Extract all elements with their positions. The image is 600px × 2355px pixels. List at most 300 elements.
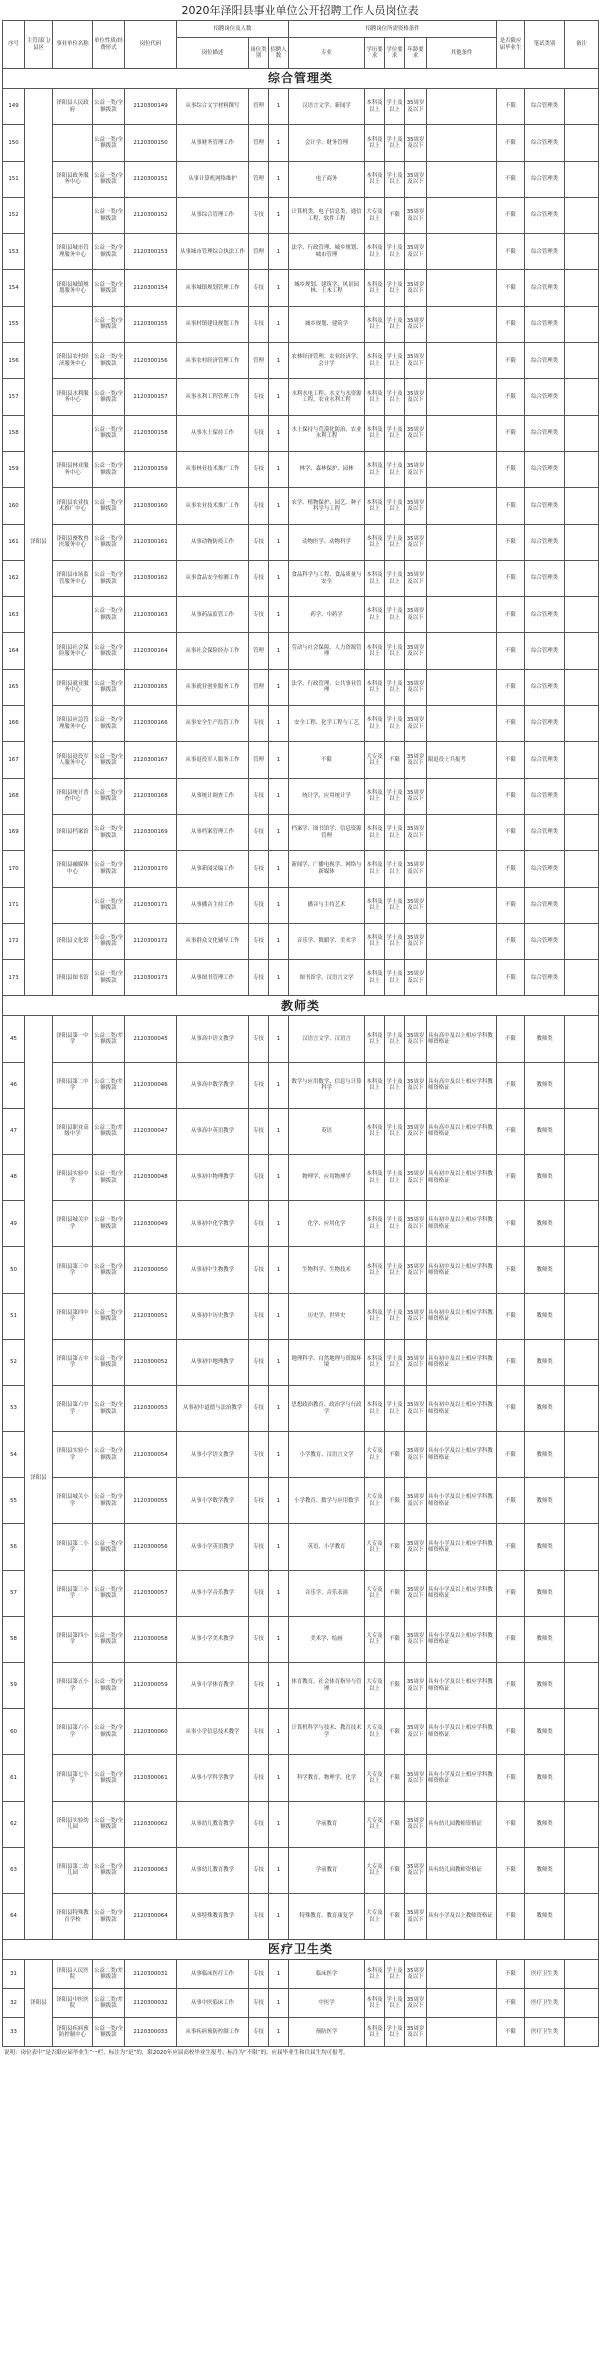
cell-unit: 泽阳县实验中学: [53, 1154, 93, 1200]
cell-edu: 本科及以上: [365, 960, 385, 996]
cell-code: 2120300162: [125, 560, 177, 596]
cell-post: 从事初中历史教学: [177, 1293, 249, 1339]
cell-edu: 本科及以上: [365, 415, 385, 451]
cell-major: 化学、应用化学: [289, 1201, 365, 1247]
cell-major: 档案学、图书馆学、信息资源管理: [289, 814, 365, 850]
cell-other: [427, 851, 497, 887]
cell-post: 从事特殊教育教学: [177, 1893, 249, 1939]
cell-edu: 本科及以上: [365, 1016, 385, 1062]
cell-degree: 学士及以上: [385, 923, 405, 959]
cell-category: 专技: [249, 923, 269, 959]
cell-exam: 教师类: [525, 1016, 565, 1062]
cell-remark: [565, 923, 599, 959]
table-row: [3, 960, 599, 996]
cell-other: 具有高中及以上相应学科教师资格证: [427, 1062, 497, 1108]
cell-exam: 综合管理类: [525, 270, 565, 306]
cell-edu: 本科及以上: [365, 1201, 385, 1247]
cell-nature: 公益一类/全额拨款: [93, 234, 125, 270]
cell-major: 食品科学与工程、食品质量与安全: [289, 560, 365, 596]
cell-unit: 泽阳县第四中学: [53, 1293, 93, 1339]
cell-exam: 教师类: [525, 1570, 565, 1616]
cell-age: 35周岁及以下: [405, 234, 427, 270]
header-exam: 笔试类别: [525, 21, 565, 69]
cell-unit: 泽阳县第四小学: [53, 1616, 93, 1662]
cell-code: 2120300062: [125, 1801, 177, 1847]
cell-age: 35周岁及以下: [405, 1893, 427, 1939]
cell-unit: 泽阳县疾病预防控制中心: [53, 2018, 93, 2047]
cell-unit: 泽阳县政务服务中心: [53, 161, 93, 197]
cell-count: 1: [269, 1893, 289, 1939]
cell-seq: 57: [3, 1570, 25, 1616]
cell-exam: 综合管理类: [525, 234, 565, 270]
cell-post: 从事村镇建设规划工作: [177, 306, 249, 342]
cell-edu: 本科及以上: [365, 270, 385, 306]
footnote: 说明：岗位表中“是否限应届毕业生”一栏，标注为“是”的，限2020年应届高校毕业生报考；标注为“不限”的，应届毕业生和往届生均可报考。: [4, 2050, 349, 2057]
cell-degree: 学士及以上: [385, 851, 405, 887]
cell-major: 新闻学、广播电视学、网络与新媒体: [289, 851, 365, 887]
cell-post: 从事档案管理工作: [177, 814, 249, 850]
cell-remark: [565, 488, 599, 524]
cell-category: 专技: [249, 1989, 269, 2018]
cell-exam: 综合管理类: [525, 161, 565, 197]
cell-fresh: 不限: [497, 1524, 525, 1570]
cell-age: 35周岁及以下: [405, 379, 427, 415]
cell-age: 35周岁及以下: [405, 706, 427, 742]
cell-other: 具有初中及以上相应学科教师资格证: [427, 1339, 497, 1385]
cell-edu: 本科及以上: [365, 524, 385, 560]
cell-count: 1: [269, 89, 289, 125]
cell-post: 从事幼儿教育教学: [177, 1847, 249, 1893]
cell-post: 从事社会保险经办工作: [177, 633, 249, 669]
cell-major: 体育教育、社会体育指导与管理: [289, 1663, 365, 1709]
cell-seq: 155: [3, 306, 25, 342]
cell-nature: 公益二类/差额拨款: [93, 1960, 125, 1989]
cell-code: 2120300064: [125, 1893, 177, 1939]
cell-nature: 公益一类/全额拨款: [93, 1801, 125, 1847]
cell-degree: 学士及以上: [385, 1062, 405, 1108]
cell-fresh: 不限: [497, 1016, 525, 1062]
table-row: [3, 306, 599, 342]
cell-unit: [53, 597, 93, 633]
cell-remark: [565, 234, 599, 270]
cell-fresh: 不限: [497, 851, 525, 887]
cell-count: 1: [269, 1293, 289, 1339]
cell-other: 具有初中及以上相应学科教师资格证: [427, 1247, 497, 1293]
cell-remark: [565, 1385, 599, 1431]
cell-nature: 公益一类/全额拨款: [93, 560, 125, 596]
table-row: [3, 1478, 599, 1524]
cell-age: 35周岁及以下: [405, 524, 427, 560]
cell-other: 具有高中及以上相应学科教师资格证: [427, 1016, 497, 1062]
cell-category: 专技: [249, 1616, 269, 1662]
cell-degree: 学士及以上: [385, 89, 405, 125]
cell-seq: 168: [3, 778, 25, 814]
cell-degree: 学士及以上: [385, 2018, 405, 2047]
cell-fresh: 不限: [497, 89, 525, 125]
cell-post: 从事临床医疗工作: [177, 1960, 249, 1989]
cell-category: 专技: [249, 1893, 269, 1939]
cell-seq: 167: [3, 742, 25, 778]
cell-code: 2120300050: [125, 1247, 177, 1293]
header-post: 岗位描述: [177, 38, 249, 69]
cell-seq: 48: [3, 1154, 25, 1200]
cell-other: [427, 633, 497, 669]
cell-degree: 不限: [385, 1709, 405, 1755]
table-row: [3, 923, 599, 959]
cell-nature: 公益一类/全额拨款: [93, 270, 125, 306]
cell-other: 具有小学及以上相应学科教师资格证: [427, 1524, 497, 1570]
cell-nature: 公益一类/全额拨款: [93, 1570, 125, 1616]
cell-count: 1: [269, 814, 289, 850]
cell-degree: 学士及以上: [385, 597, 405, 633]
cell-age: 35周岁及以下: [405, 161, 427, 197]
cell-exam: 医疗卫生类: [525, 2018, 565, 2047]
cell-age: 35周岁及以下: [405, 1201, 427, 1247]
cell-code: 2120300157: [125, 379, 177, 415]
cell-degree: 学士及以上: [385, 960, 405, 996]
cell-post: 从事林业技术推广工作: [177, 451, 249, 487]
header-nature: 单位性质/经费形式: [93, 21, 125, 69]
table-row: [3, 270, 599, 306]
cell-fresh: 不限: [497, 1847, 525, 1893]
cell-other: [427, 778, 497, 814]
cell-other: [427, 306, 497, 342]
cell-nature: 公益一类/全额拨款: [93, 125, 125, 161]
cell-post: 从事小学数学教学: [177, 1478, 249, 1524]
cell-fresh: 不限: [497, 270, 525, 306]
table-row: [3, 197, 599, 233]
cell-edu: 本科及以上: [365, 1989, 385, 2018]
cell-exam: 综合管理类: [525, 524, 565, 560]
cell-unit: 泽阳县统计普查中心: [53, 778, 93, 814]
table-row: [3, 1385, 599, 1431]
cell-remark: [565, 1801, 599, 1847]
cell-fresh: 不限: [497, 1247, 525, 1293]
cell-unit: 泽阳县融媒体中心: [53, 851, 93, 887]
cell-nature: 公益一类/全额拨款: [93, 306, 125, 342]
header-unit: 事业单位名称: [53, 21, 93, 69]
cell-major: 城乡规划、建筑学、风景园林、土木工程: [289, 270, 365, 306]
section-row-general: [3, 69, 599, 89]
cell-count: 1: [269, 1616, 289, 1662]
cell-major: 英语、小学教育: [289, 1524, 365, 1570]
cell-fresh: 不限: [497, 1755, 525, 1801]
cell-count: 1: [269, 161, 289, 197]
cell-nature: 公益一类/全额拨款: [93, 161, 125, 197]
cell-nature: 公益一类/全额拨款: [93, 2018, 125, 2047]
cell-nature: 公益一类/全额拨款: [93, 1478, 125, 1524]
cell-degree: 学士及以上: [385, 306, 405, 342]
cell-code: 2120300051: [125, 1293, 177, 1339]
cell-exam: 教师类: [525, 1847, 565, 1893]
cell-fresh: 不限: [497, 923, 525, 959]
cell-seq: 162: [3, 560, 25, 596]
cell-seq: 172: [3, 923, 25, 959]
cell-category: 专技: [249, 1478, 269, 1524]
header-remark: 备注: [565, 21, 599, 69]
cell-fresh: 不限: [497, 1893, 525, 1939]
cell-age: 35周岁及以下: [405, 125, 427, 161]
cell-category: 专技: [249, 778, 269, 814]
cell-degree: 学士及以上: [385, 1247, 405, 1293]
cell-count: 1: [269, 1201, 289, 1247]
cell-age: 35周岁及以下: [405, 887, 427, 923]
cell-age: 35周岁及以下: [405, 560, 427, 596]
cell-count: 1: [269, 851, 289, 887]
cell-seq: 54: [3, 1432, 25, 1478]
cell-major: 法学、行政管理、城乡规划、城市管理: [289, 234, 365, 270]
cell-nature: 公益一类/全额拨款: [93, 379, 125, 415]
cell-post: 从事群众文化辅导工作: [177, 923, 249, 959]
cell-post: 从事综合文字材料撰写: [177, 89, 249, 125]
cell-category: 专技: [249, 197, 269, 233]
cell-degree: 不限: [385, 197, 405, 233]
cell-nature: 公益一类/全额拨款: [93, 851, 125, 887]
cell-other: 具有幼儿园教师资格证: [427, 1847, 497, 1893]
cell-age: 35周岁及以下: [405, 851, 427, 887]
cell-seq: 169: [3, 814, 25, 850]
cell-post: 从事幼儿教育教学: [177, 1801, 249, 1847]
cell-count: 1: [269, 597, 289, 633]
cell-category: 管理: [249, 343, 269, 379]
cell-category: 专技: [249, 488, 269, 524]
cell-remark: [565, 89, 599, 125]
header-category: 岗位类别: [249, 38, 269, 69]
cell-seq: 161: [3, 524, 25, 560]
cell-edu: 本科及以上: [365, 306, 385, 342]
cell-code: 2120300045: [125, 1016, 177, 1062]
table-row: [3, 1293, 599, 1339]
cell-count: 1: [269, 923, 289, 959]
cell-other: [427, 669, 497, 705]
cell-edu: 本科及以上: [365, 1339, 385, 1385]
cell-unit: 泽阳县第三中学: [53, 1247, 93, 1293]
cell-major: 计算机科学与技术、教育技术学: [289, 1709, 365, 1755]
cell-category: 专技: [249, 1108, 269, 1154]
cell-nature: 公益一类/全额拨款: [93, 960, 125, 996]
cell-nature: 公益一类/全额拨款: [93, 669, 125, 705]
cell-fresh: 不限: [497, 778, 525, 814]
cell-post: 从事退役军人服务工作: [177, 742, 249, 778]
cell-unit: 泽阳县特殊教育学校: [53, 1893, 93, 1939]
cell-major: 学前教育: [289, 1847, 365, 1893]
cell-nature: 公益一类/全额拨款: [93, 89, 125, 125]
cell-edu: 大专及以上: [365, 197, 385, 233]
cell-fresh: 不限: [497, 1960, 525, 1989]
cell-code: 2120300168: [125, 778, 177, 814]
cell-post: 从事高中英语教学: [177, 1108, 249, 1154]
cell-code: 2120300061: [125, 1755, 177, 1801]
table-row: [3, 1989, 599, 2018]
cell-other: [427, 2018, 497, 2047]
cell-age: 35周岁及以下: [405, 415, 427, 451]
cell-fresh: 不限: [497, 1801, 525, 1847]
cell-degree: 学士及以上: [385, 1293, 405, 1339]
cell-remark: [565, 1478, 599, 1524]
cell-seq: 60: [3, 1709, 25, 1755]
table-row: [3, 451, 599, 487]
cell-fresh: 不限: [497, 1570, 525, 1616]
cell-fresh: 不限: [497, 1339, 525, 1385]
cell-other: 具有高中及以上相应学科教师资格证: [427, 1108, 497, 1154]
cell-exam: 综合管理类: [525, 125, 565, 161]
cell-count: 1: [269, 778, 289, 814]
cell-age: 35周岁及以下: [405, 1989, 427, 2018]
cell-remark: [565, 1339, 599, 1385]
cell-code: 2120300171: [125, 887, 177, 923]
cell-major: 美术学、绘画: [289, 1616, 365, 1662]
cell-post: 从事小学体育教学: [177, 1663, 249, 1709]
cell-count: 1: [269, 1663, 289, 1709]
cell-exam: 医疗卫生类: [525, 1960, 565, 1989]
cell-count: 1: [269, 1801, 289, 1847]
cell-exam: 综合管理类: [525, 306, 565, 342]
cell-nature: 公益一类/全额拨款: [93, 633, 125, 669]
cell-fresh: 不限: [497, 1201, 525, 1247]
cell-post: 从事水土保持工作: [177, 415, 249, 451]
cell-degree: 不限: [385, 1755, 405, 1801]
cell-category: 专技: [249, 887, 269, 923]
cell-exam: 综合管理类: [525, 560, 565, 596]
cell-other: 具有小学及以上相应学科教师资格证: [427, 1478, 497, 1524]
cell-category: 专技: [249, 1801, 269, 1847]
cell-seq: 165: [3, 669, 25, 705]
cell-remark: [565, 415, 599, 451]
cell-exam: 综合管理类: [525, 960, 565, 996]
cell-degree: 学士及以上: [385, 1960, 405, 1989]
cell-seq: 156: [3, 343, 25, 379]
cell-age: 35周岁及以下: [405, 1016, 427, 1062]
cell-exam: 教师类: [525, 1432, 565, 1478]
cell-post: 从事高中数学教学: [177, 1062, 249, 1108]
section-row-teacher: [3, 996, 599, 1016]
cell-category: 专技: [249, 1154, 269, 1200]
cell-code: 2120300053: [125, 1385, 177, 1431]
cell-category: 专技: [249, 1385, 269, 1431]
cell-nature: 公益一类/全额拨款: [93, 197, 125, 233]
cell-edu: 大专及以上: [365, 1801, 385, 1847]
cell-age: 35周岁及以下: [405, 1616, 427, 1662]
cell-age: 35周岁及以下: [405, 1293, 427, 1339]
cell-count: 1: [269, 451, 289, 487]
cell-exam: 综合管理类: [525, 379, 565, 415]
cell-remark: [565, 306, 599, 342]
cell-exam: 综合管理类: [525, 488, 565, 524]
cell-age: 35周岁及以下: [405, 1801, 427, 1847]
cell-remark: [565, 1247, 599, 1293]
cell-fresh: 不限: [497, 1108, 525, 1154]
cell-degree: 学士及以上: [385, 451, 405, 487]
cell-count: 1: [269, 524, 289, 560]
cell-category: 管理: [249, 161, 269, 197]
cell-remark: [565, 1432, 599, 1478]
cell-seq: 31: [3, 1960, 25, 1989]
table-row: [3, 1755, 599, 1801]
cell-unit: [53, 125, 93, 161]
cell-age: 35周岁及以下: [405, 1663, 427, 1709]
cell-unit: [53, 306, 93, 342]
cell-category: 专技: [249, 524, 269, 560]
cell-degree: 不限: [385, 1432, 405, 1478]
cell-edu: 本科及以上: [365, 778, 385, 814]
table-row: [3, 89, 599, 125]
cell-edu: 大专及以上: [365, 1616, 385, 1662]
cell-category: 专技: [249, 1432, 269, 1478]
cell-remark: [565, 1201, 599, 1247]
cell-seq: 164: [3, 633, 25, 669]
cell-code: 2120300166: [125, 706, 177, 742]
cell-unit: 泽阳县城关中学: [53, 1201, 93, 1247]
cell-post: 从事小学音乐教学: [177, 1570, 249, 1616]
cell-age: 35周岁及以下: [405, 960, 427, 996]
cell-seq: 64: [3, 1893, 25, 1939]
cell-degree: 不限: [385, 1801, 405, 1847]
table-row: [3, 597, 599, 633]
cell-unit: 泽阳县第三小学: [53, 1570, 93, 1616]
table-row: [3, 1247, 599, 1293]
cell-seq: 47: [3, 1108, 25, 1154]
cell-unit: 泽阳县第六中学: [53, 1385, 93, 1431]
table-row: [3, 1154, 599, 1200]
cell-age: 35周岁及以下: [405, 1709, 427, 1755]
header-code: 岗位代码: [125, 21, 177, 69]
cell-degree: 学士及以上: [385, 887, 405, 923]
cell-seq: 45: [3, 1016, 25, 1062]
cell-code: 2120300054: [125, 1432, 177, 1478]
cell-degree: 不限: [385, 742, 405, 778]
cell-degree: 学士及以上: [385, 270, 405, 306]
cell-unit: 泽阳县第一中学: [53, 1016, 93, 1062]
cell-unit: [53, 197, 93, 233]
cell-code: 2120300156: [125, 343, 177, 379]
cell-unit: 泽阳县职业高级中学: [53, 1108, 93, 1154]
cell-major: 林学、森林保护、园林: [289, 451, 365, 487]
cell-exam: 教师类: [525, 1154, 565, 1200]
cell-major: 中医学: [289, 1989, 365, 2018]
cell-fresh: 不限: [497, 1432, 525, 1478]
cell-nature: 公益一类/全额拨款: [93, 814, 125, 850]
cell-unit: 泽阳县第六小学: [53, 1709, 93, 1755]
cell-nature: 公益一类/全额拨款: [93, 1893, 125, 1939]
cell-nature: 公益一类/全额拨款: [93, 1154, 125, 1200]
cell-remark: [565, 524, 599, 560]
document-title: 2020年泽阳县事业单位公开招聘工作人员岗位表: [181, 4, 419, 17]
cell-fresh: 不限: [497, 814, 525, 850]
cell-code: 2120300158: [125, 415, 177, 451]
cell-category: 专技: [249, 960, 269, 996]
cell-category: 专技: [249, 814, 269, 850]
cell-exam: 教师类: [525, 1524, 565, 1570]
cell-nature: 公益一类/全额拨款: [93, 1247, 125, 1293]
cell-edu: 本科及以上: [365, 161, 385, 197]
cell-age: 35周岁及以下: [405, 488, 427, 524]
cell-remark: [565, 633, 599, 669]
table-row: [3, 633, 599, 669]
cell-count: 1: [269, 1339, 289, 1385]
cell-category: 专技: [249, 1247, 269, 1293]
cell-age: 35周岁及以下: [405, 1154, 427, 1200]
cell-major: 药学、中药学: [289, 597, 365, 633]
cell-degree: 学士及以上: [385, 814, 405, 850]
cell-count: 1: [269, 1755, 289, 1801]
cell-exam: 综合管理类: [525, 669, 565, 705]
cell-edu: 本科及以上: [365, 1293, 385, 1339]
cell-major: 电子商务: [289, 161, 365, 197]
cell-post: 从事动物防疫工作: [177, 524, 249, 560]
cell-category: 专技: [249, 1570, 269, 1616]
cell-seq: 46: [3, 1062, 25, 1108]
cell-major: 小学教育、汉语言文学: [289, 1432, 365, 1478]
